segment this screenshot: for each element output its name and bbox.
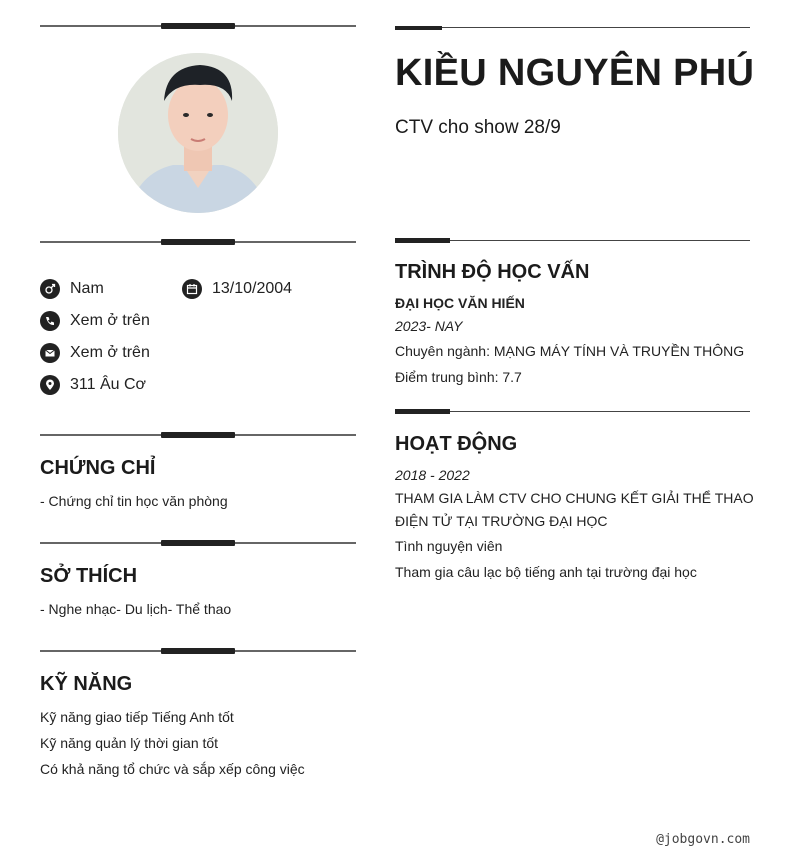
hobbies-heading: SỞ THÍCH xyxy=(40,565,138,587)
address-value: 311 Âu Cơ xyxy=(70,376,147,393)
skill-item: Kỹ năng quản lý thời gian tốt xyxy=(40,735,219,751)
birthday-row xyxy=(182,279,292,299)
right-divider-activities xyxy=(395,411,750,412)
education-heading: TRÌNH ĐỘ HỌC VẤN xyxy=(395,261,590,283)
certificate-item: - Chứng chỉ tin học văn phòng xyxy=(40,493,228,509)
education-major: Chuyên ngành: MẠNG MÁY TÍNH VÀ TRUYỀN THÔNG xyxy=(395,343,745,359)
gender-row xyxy=(40,279,104,299)
skill-item: Kỹ năng giao tiếp Tiếng Anh tốt xyxy=(40,709,234,725)
activity-line: Tham gia câu lạc bộ tiếng anh tại trường đại học xyxy=(395,564,697,580)
address-row xyxy=(40,375,146,395)
gender-value: Nam xyxy=(70,280,104,297)
birthday-value: 13/10/2004 xyxy=(212,280,293,297)
education-gpa: Điểm trung bình: 7.7 xyxy=(395,369,522,385)
left-divider-cert xyxy=(40,434,356,436)
activity-line: Tình nguyện viên xyxy=(395,538,503,554)
left-divider-top xyxy=(40,25,356,27)
watermark: @jobgovn.com xyxy=(656,832,750,847)
phone-value: Xem ở trên xyxy=(70,312,150,329)
activity-line: ĐIỆN TỬ TẠI TRƯỜNG ĐẠI HỌC xyxy=(395,513,608,529)
full-name: KIỀU NGUYÊN PHÚ xyxy=(395,52,755,94)
phone-icon xyxy=(40,311,60,331)
left-divider-skill xyxy=(40,650,356,652)
skills-heading: KỸ NĂNG xyxy=(40,673,133,695)
education-period: 2023- NAY xyxy=(395,318,463,334)
school-name: ĐẠI HỌC VĂN HIẾN xyxy=(395,295,525,311)
email-icon xyxy=(40,343,60,363)
right-divider-education xyxy=(395,240,750,241)
gender-icon xyxy=(40,279,60,299)
skill-item: Có khả năng tổ chức và sắp xếp công việc xyxy=(40,761,305,777)
calendar-icon xyxy=(182,279,202,299)
left-divider-photo xyxy=(40,241,356,243)
phone-row xyxy=(40,311,150,331)
certificates-heading: CHỨNG CHỈ xyxy=(40,457,156,479)
email-row xyxy=(40,343,150,363)
right-divider-top xyxy=(395,27,750,28)
left-divider-hobby xyxy=(40,542,356,544)
hobby-item: - Nghe nhạc- Du lịch- Thể thao xyxy=(40,601,232,617)
activity-line: THAM GIA LÀM CTV CHO CHUNG KẾT GIẢI THỂ THAO xyxy=(395,490,754,506)
location-icon xyxy=(40,375,60,395)
avatar xyxy=(118,53,278,213)
position-title: CTV cho show 28/9 xyxy=(395,117,561,138)
activities-period: 2018 - 2022 xyxy=(395,467,470,483)
email-value: Xem ở trên xyxy=(70,344,150,361)
activities-heading: HOẠT ĐỘNG xyxy=(395,433,518,455)
